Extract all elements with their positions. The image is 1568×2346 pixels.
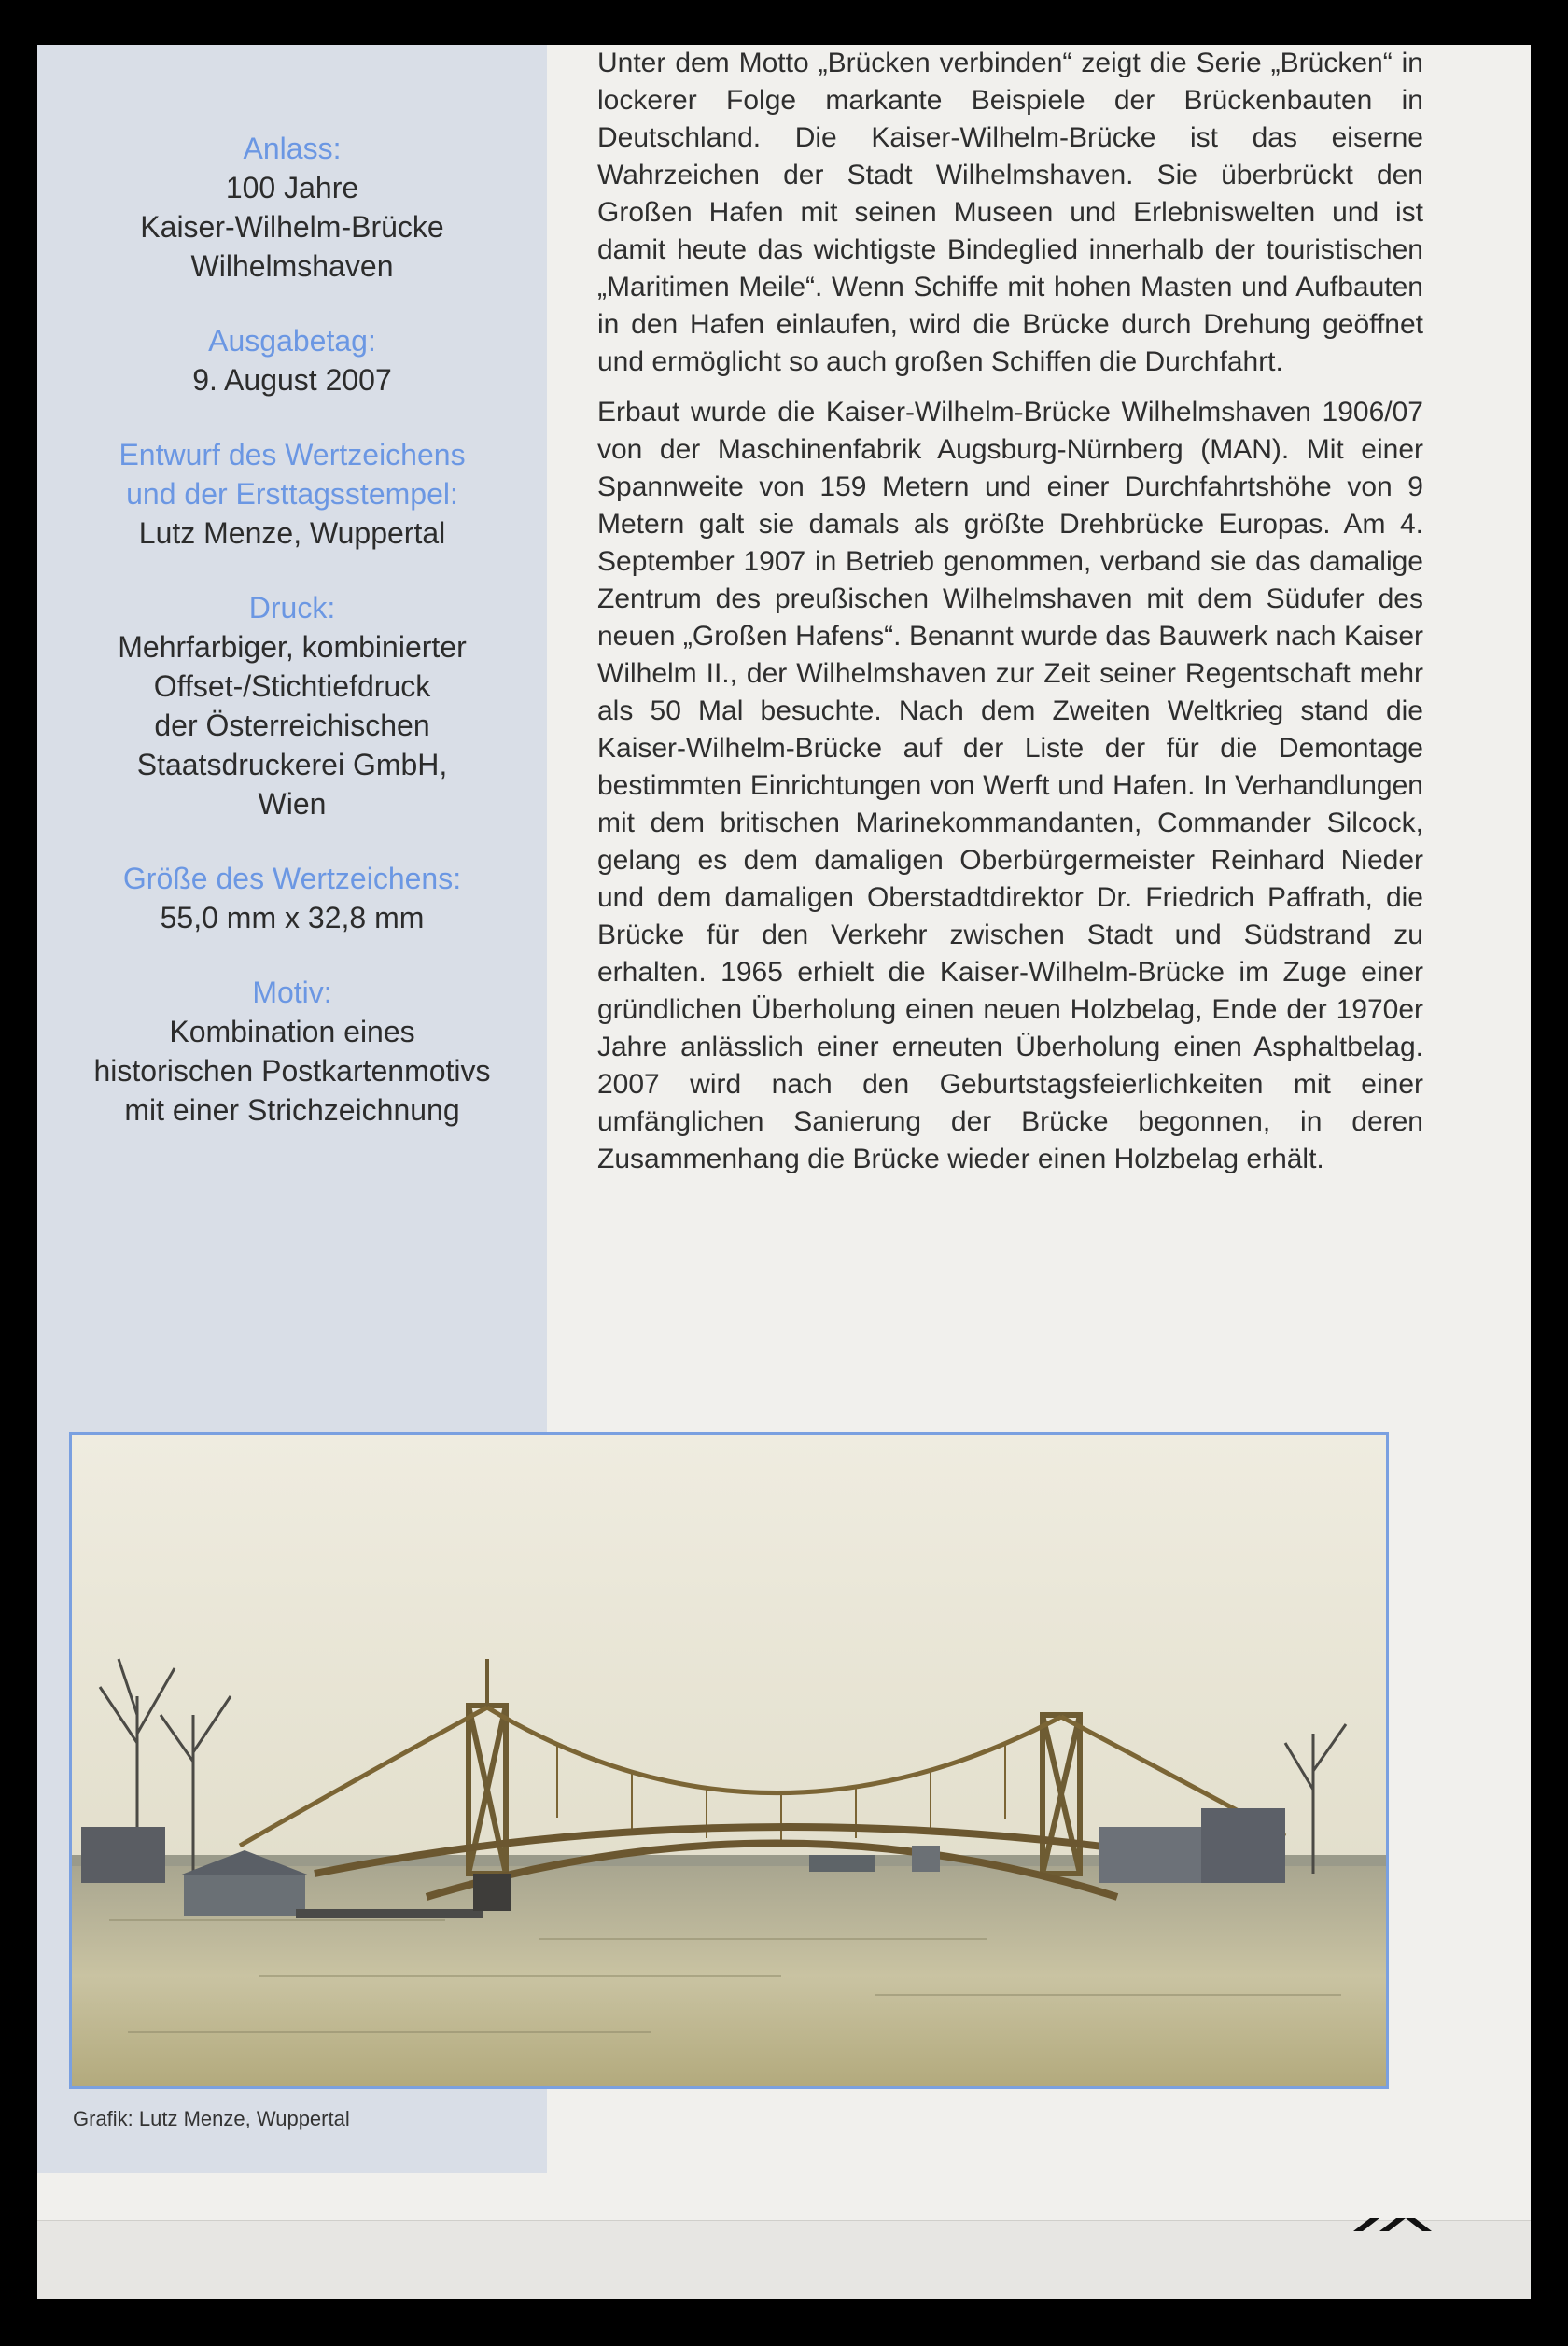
info-label: und der Ersttagsstempel: [126, 477, 458, 511]
info-value-line: Offset-/Stichtiefdruck [153, 669, 431, 703]
info-block-groesse [37, 859, 547, 937]
info-block-ausgabetag [37, 321, 547, 400]
info-block-entwurf [37, 435, 547, 553]
info-value-line: Mehrfarbiger, kombinierter [118, 630, 467, 664]
info-value-line: 100 Jahre [225, 171, 359, 204]
info-value-line: mit einer Strichzeichnung [124, 1093, 460, 1127]
info-value-line: der Österreichischen [154, 709, 430, 742]
page-corner-mark-icon [1353, 2218, 1442, 2233]
info-label: Motiv: [252, 976, 332, 1009]
info-value-line: historischen Postkartenmotivs [93, 1054, 491, 1088]
article-paragraph: Erbaut wurde die Kaiser-Wilhelm-Brücke Wilhelmshaven 1906/07 von der Maschinenfabrik Augsburg-Nürnberg (MAN). Mit einer Spannweite von 159 Metern und einer Durchfahrtshöhe von 9 Metern galt sie damals als größte Drehbrücke Europas. Am 4. September 1907 in Betrieb genommen, verband sie das damalige Zentrum des preußischen Wilhelmshaven mit dem Südufer des neuen „Großen Hafens“. Benannt wurde das Bauwerk nach Kaiser Wilhelm II., der Wilhelmshaven zur Zeit seiner Regentschaft mehr als 50 Mal besuchte. Nach dem Zweiten Weltkrieg stand die Kaiser-Wilhelm-Brücke auf der Liste der für die Demontage bestimmten Einrichtungen von Werft und Hafen. In Verhandlungen mit dem britischen Marinekommandanten, Commander Silcock, gelang es dem damaligen Oberbürgermeister Reinhard Nieder und dem damaligen Oberstadtdirektor Dr. Friedrich Paffrath, die Brücke für den Verkehr zwischen Stadt und Südstrand zu erhalten. 1965 erhielt die Kaiser-Wilhelm-Brücke im Zuge einer gründlichen Überholung einen neuen Holzbelag, Ende der 1970er Jahre anlässlich einer erneuten Überholung einen Asphaltbelag. 2007 wird nach den Geburtstagsfeierlichkeiten mit einer umfänglichen Sanierung der Brücke begonnen, in deren Zusammenhang die Brücke wieder einen Holzbelag erhält. [597, 397, 1423, 1174]
info-value-line: Wien [258, 787, 327, 821]
article-paragraph: Unter dem Motto „Brücken verbinden“ zeigt die Serie „Brücken“ in lockerer Folge markante Beispiele der Brückenbauten in Deutschland. Die Kaiser-Wilhelm-Brücke ist das eiserne Wahrzeichen der Stadt Wilhelmshaven. Sie überbrückt den Großen Hafen mit seinen Museen und Erlebniswelten und ist damit heute das wichtigste Bindeglied innerhalb der touristischen „Maritimen Meile“. Wenn Schiffe mit hohen Masten und Aufbauten in den Hafen einlaufen, wird die Brücke durch Drehung geöffnet und ermöglicht so auch großen Schiffen die Durchfahrt. [597, 48, 1423, 377]
info-value-line: Kaiser-Wilhelm-Brücke [140, 210, 444, 244]
info-block-druck [37, 588, 547, 823]
illustration-credit: Grafik: Lutz Menze, Wuppertal [73, 2107, 350, 2130]
info-value-line: Wilhelmshaven [190, 249, 394, 283]
info-value-line: Kombination eines [169, 1015, 415, 1048]
info-label: Ausgabetag: [208, 324, 376, 358]
info-label: Druck: [248, 591, 336, 625]
info-value-line: Lutz Menze, Wuppertal [138, 516, 446, 550]
info-value-line: 55,0 mm x 32,8 mm [160, 901, 425, 934]
document-page [37, 45, 1531, 2299]
bridge-illustration-frame [69, 1432, 1389, 2089]
info-block-anlass [37, 129, 547, 286]
info-value-line: Staatsdruckerei GmbH, [136, 748, 448, 781]
info-block-motiv [37, 973, 547, 1130]
article-body [597, 45, 1423, 1191]
info-label: Entwurf des Wertzeichens [119, 438, 466, 471]
stamp-info-list [37, 129, 547, 1165]
info-label: Größe des Wertzeichens: [122, 862, 462, 895]
info-label: Anlass: [243, 132, 342, 165]
bridge-illustration-icon [72, 1435, 1386, 2086]
page-bottom-band [37, 2220, 1531, 2299]
info-value-line: 9. August 2007 [192, 363, 392, 397]
